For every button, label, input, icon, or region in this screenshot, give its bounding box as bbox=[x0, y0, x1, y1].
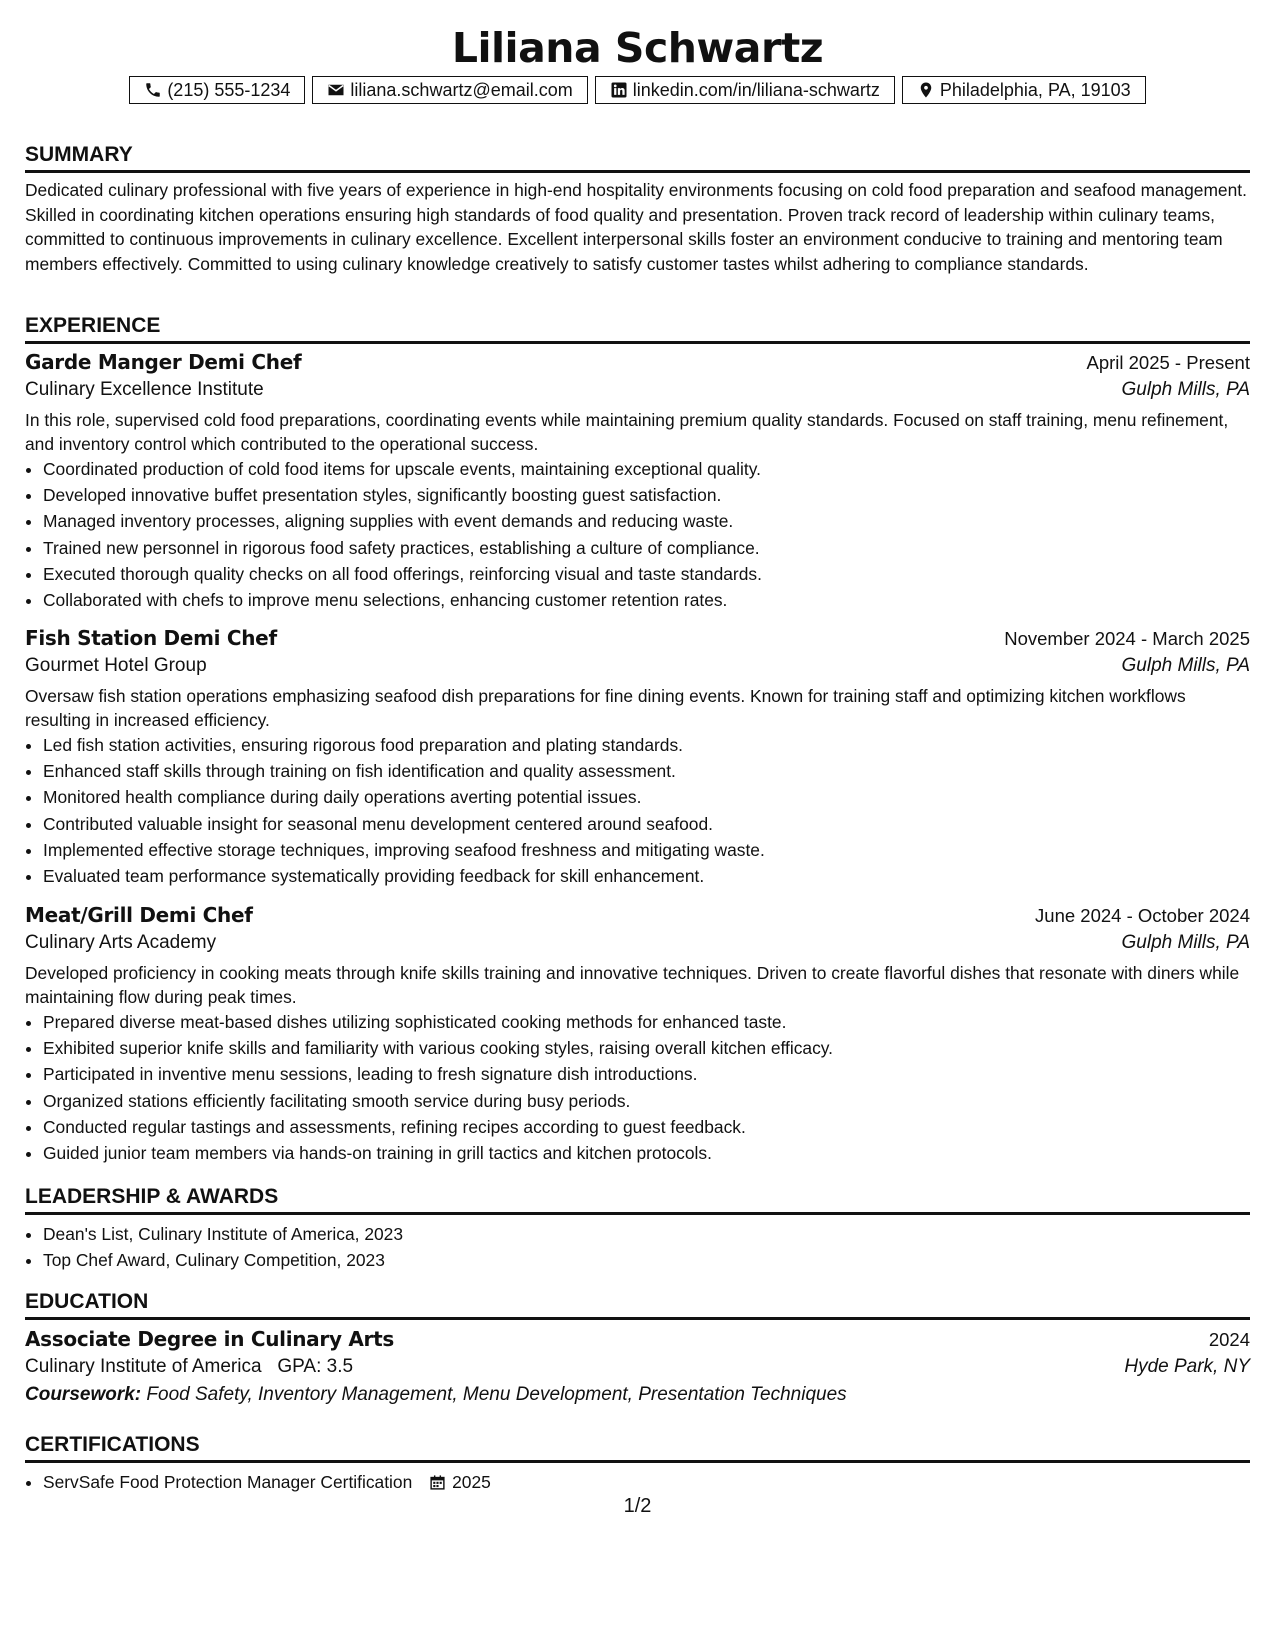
section-title: EDUCATION bbox=[25, 1289, 1250, 1320]
certifications-section bbox=[25, 1432, 1250, 1495]
job-location: Gulph Mills, PA bbox=[1121, 655, 1250, 676]
linkedin-text: linkedin.com/in/liliana-schwartz bbox=[632, 79, 880, 100]
education-section bbox=[25, 1289, 1250, 1406]
section-title: EXPERIENCE bbox=[25, 313, 1250, 344]
location-text: Philadelphia, PA, 19103 bbox=[939, 79, 1131, 100]
list-item: • Trained new personnel in rigorous food safety practices, establishing a culture of compliance. bbox=[43, 535, 1250, 561]
map-pin-icon bbox=[917, 81, 935, 99]
degree-title: Associate Degree in Culinary Arts bbox=[25, 1327, 394, 1351]
job-location: Gulph Mills, PA bbox=[1121, 379, 1250, 400]
list-item: • Contributed valuable insight for seasonal menu development centered around seafood. bbox=[43, 811, 1250, 837]
list-item: • Top Chef Award, Culinary Competition, 2023 bbox=[43, 1247, 1250, 1273]
list-item: • Dean's List, Culinary Institute of America, 2023 bbox=[43, 1221, 1250, 1247]
coursework-label: Coursework: bbox=[25, 1384, 142, 1405]
job-entry bbox=[25, 350, 1250, 613]
awards-list bbox=[25, 1221, 1250, 1273]
email-text: liliana.schwartz@email.com bbox=[350, 79, 573, 100]
contact-bar bbox=[25, 76, 1250, 104]
coursework-list: Food Safety, Inventory Management, Menu Development, Presentation Techniques bbox=[146, 1384, 847, 1405]
job-description: Oversaw fish station operations emphasizing seafood dish preparations for fine dining events. Known for training staff and optimizing kitchen workflows resulting in increased efficiency. bbox=[25, 686, 1186, 730]
graduation-year: 2024 bbox=[1208, 1329, 1250, 1350]
calendar-icon bbox=[429, 1474, 446, 1491]
certifications-list bbox=[25, 1469, 1250, 1495]
summary-section bbox=[25, 142, 1250, 276]
list-item: • Developed innovative buffet presentation styles, significantly boosting guest satisfaction. bbox=[43, 482, 1250, 508]
phone-icon bbox=[144, 81, 162, 99]
page-number: 1/2 bbox=[623, 1495, 652, 1517]
section-title: LEADERSHIP & AWARDS bbox=[25, 1184, 1250, 1215]
certification-year: 2025 bbox=[452, 1472, 491, 1492]
summary-text: Dedicated culinary professional with five years of experience in high-end hospitality environments focusing on cold food preparation and seafood management. Skilled in coordinating kitchen operations ensuring high standards of food quality and presentation. Proven track record of leadership within culinary teams, committed to continuous improvements in culinary excellence. Excellent interpersonal skills foster an environment conducive to training and mentoring team members effectively. Committed to using culinary knowledge creatively to satisfy customer tastes whilst adhering to compliance standards. bbox=[25, 180, 1247, 274]
job-dates: April 2025 - Present bbox=[1086, 352, 1250, 373]
section-title: CERTIFICATIONS bbox=[25, 1432, 1250, 1463]
job-entry bbox=[25, 903, 1250, 1166]
job-title: Fish Station Demi Chef bbox=[25, 626, 277, 650]
list-item: • Conducted regular tastings and assessments, refining recipes according to guest feedback. bbox=[43, 1114, 1250, 1140]
list-item: • Participated in inventive menu sessions, leading to fresh signature dish introductions. bbox=[43, 1061, 1250, 1087]
job-company: Gourmet Hotel Group bbox=[25, 655, 207, 676]
section-title: SUMMARY bbox=[25, 142, 1250, 173]
list-item: • Organized stations efficiently facilitating smooth service during busy periods. bbox=[43, 1088, 1250, 1114]
job-bullets bbox=[25, 732, 1250, 889]
candidate-name: Liliana Schwartz bbox=[451, 24, 824, 72]
linkedin-icon bbox=[610, 81, 628, 99]
job-location: Gulph Mills, PA bbox=[1121, 932, 1250, 953]
resume-page bbox=[25, 0, 1250, 1492]
gpa: GPA: 3.5 bbox=[277, 1356, 354, 1377]
list-item: • Prepared diverse meat-based dishes utilizing sophisticated cooking methods for enhanced taste. bbox=[43, 1009, 1250, 1035]
list-item: • Enhanced staff skills through training on fish identification and quality assessment. bbox=[43, 758, 1250, 784]
job-description: Developed proficiency in cooking meats through knife skills training and innovative techniques. Driven to create flavorful dishes that resonate with diners while maintaining flow during peak times. bbox=[25, 963, 1240, 1007]
list-item: • Guided junior team members via hands-on training in grill tactics and kitchen protocols. bbox=[43, 1140, 1250, 1166]
experience-section bbox=[25, 313, 1250, 344]
phone-text: (215) 555-1234 bbox=[167, 79, 291, 100]
list-item: • Monitored health compliance during daily operations averting potential issues. bbox=[43, 784, 1250, 810]
job-dates: June 2024 - October 2024 bbox=[1035, 905, 1250, 926]
job-title: Meat/Grill Demi Chef bbox=[25, 903, 253, 927]
coursework bbox=[25, 1384, 1250, 1406]
list-item bbox=[43, 1469, 1250, 1495]
list-item: • Collaborated with chefs to improve menu selections, enhancing customer retention rates. bbox=[43, 587, 1250, 613]
job-entry bbox=[25, 626, 1250, 889]
leadership-section bbox=[25, 1184, 1250, 1273]
contact-linkedin[interactable] bbox=[595, 76, 895, 104]
school-location: Hyde Park, NY bbox=[1124, 1356, 1250, 1377]
envelope-icon bbox=[327, 81, 345, 99]
contact-email[interactable] bbox=[312, 76, 587, 104]
job-company: Culinary Excellence Institute bbox=[25, 379, 264, 400]
list-item: • Executed thorough quality checks on all food offerings, reinforcing visual and taste standards. bbox=[43, 561, 1250, 587]
contact-location bbox=[902, 76, 1146, 104]
list-item: • Managed inventory processes, aligning supplies with event demands and reducing waste. bbox=[43, 508, 1250, 534]
list-item: • Coordinated production of cold food items for upscale events, maintaining exceptional quality. bbox=[43, 456, 1250, 482]
list-item: • Led fish station activities, ensuring rigorous food preparation and plating standards. bbox=[43, 732, 1250, 758]
list-item: • Implemented effective storage techniques, improving seafood freshness and mitigating waste. bbox=[43, 837, 1250, 863]
school-name: Culinary Institute of America bbox=[25, 1356, 262, 1377]
list-item: • Exhibited superior knife skills and familiarity with various cooking styles, raising overall kitchen efficacy. bbox=[43, 1035, 1250, 1061]
job-bullets bbox=[25, 1009, 1250, 1166]
job-bullets bbox=[25, 456, 1250, 613]
certification-name: • ServSafe Food Protection Manager Certification bbox=[43, 1472, 413, 1492]
job-title: Garde Manger Demi Chef bbox=[25, 350, 302, 374]
list-item: • Evaluated team performance systematically providing feedback for skill enhancement. bbox=[43, 863, 1250, 889]
job-description: In this role, supervised cold food preparations, coordinating events while maintaining premium quality standards. Focused on staff training, menu refinement, and inventory control which contributed to the operational success. bbox=[25, 410, 1229, 454]
contact-phone bbox=[129, 76, 305, 104]
job-dates: November 2024 - March 2025 bbox=[1004, 628, 1250, 649]
job-company: Culinary Arts Academy bbox=[25, 932, 217, 953]
